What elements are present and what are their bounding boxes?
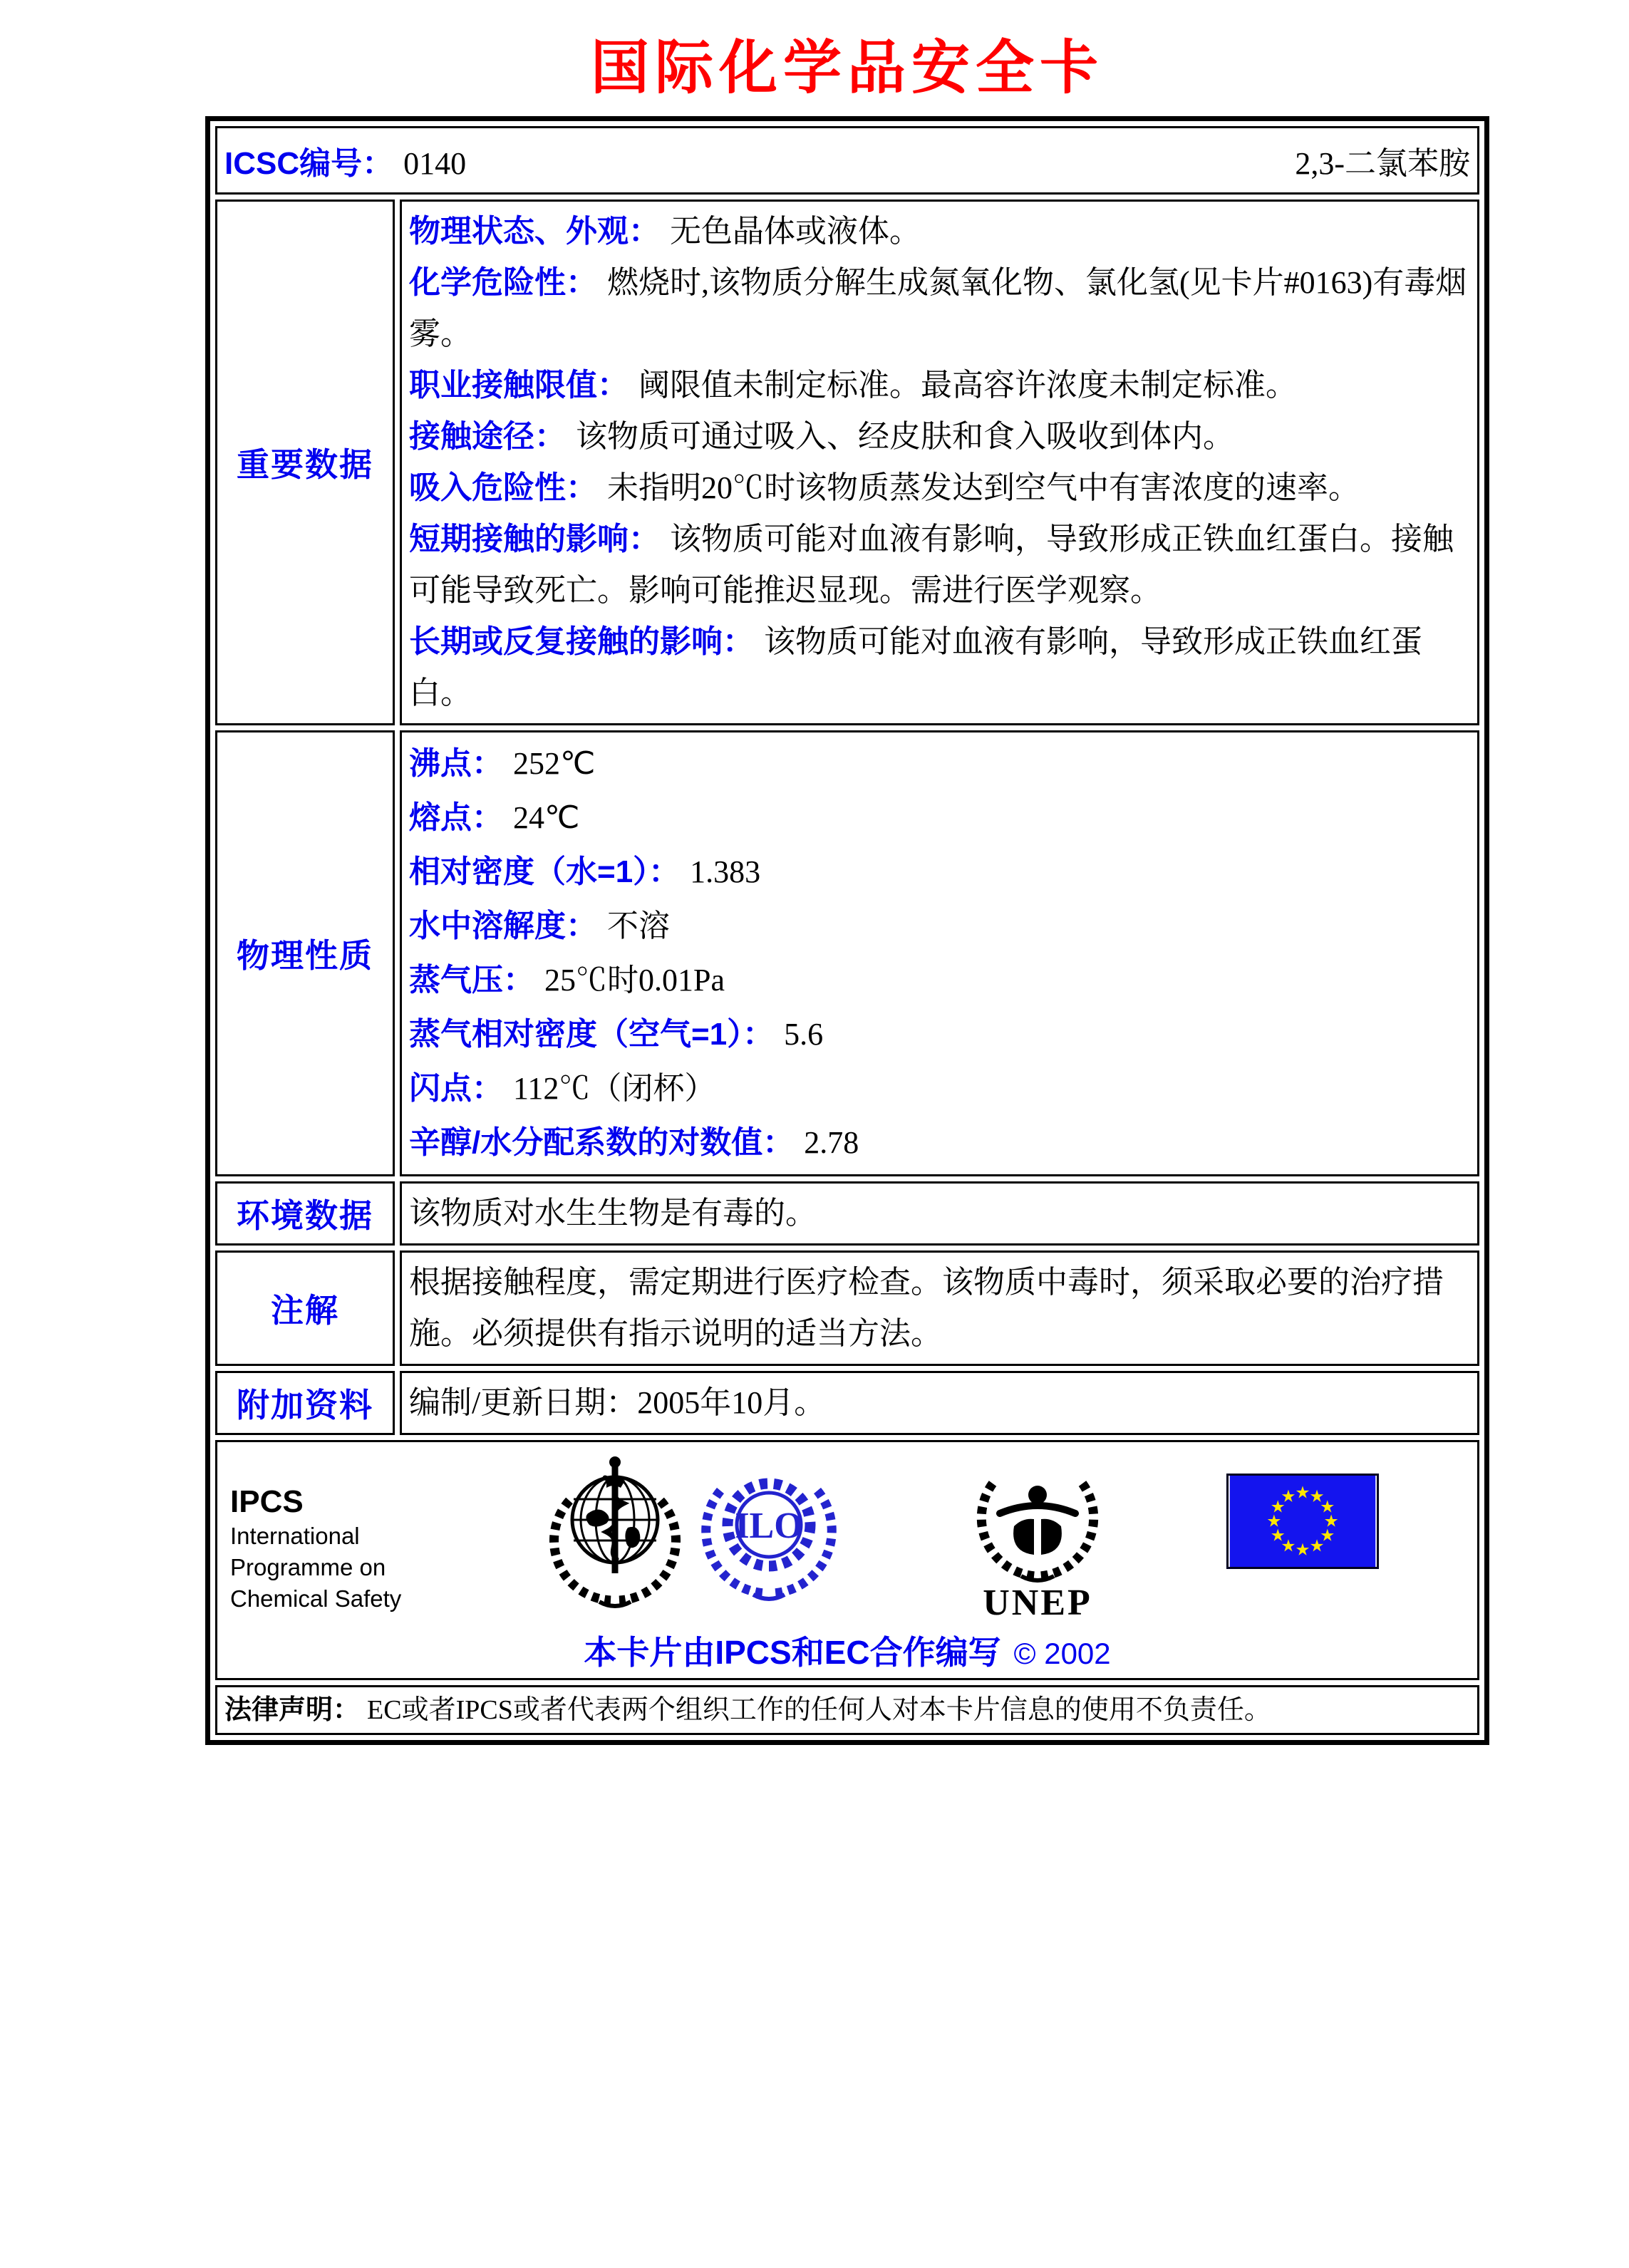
item-label: 职业接触限值： (409, 368, 629, 403)
legal-row (215, 1685, 1479, 1735)
page-title: 国际化学品安全卡 (590, 36, 1104, 100)
legal-cell (215, 1685, 1479, 1735)
item-label: 短期接触的影响： (409, 522, 660, 556)
eu-flag-icon (1226, 1474, 1379, 1569)
header-cell (215, 126, 1479, 195)
row-label-additional-info: 附加资料 (215, 1371, 395, 1435)
item-label: 长期或反复接触的影响： (409, 624, 754, 659)
physical-properties-row (215, 730, 1479, 1176)
important-data-item (409, 257, 1470, 360)
property-label: 蒸气压： (409, 963, 534, 998)
physical-property (409, 1116, 1470, 1170)
item-text: 阈限值未制定标准。最高容许浓度未制定标准。 (638, 368, 1297, 403)
row-label-environmental-data: 环境数据 (215, 1181, 395, 1246)
item-label: 化学危险性： (409, 265, 597, 300)
property-label: 辛醇/水分配系数的对数值： (409, 1125, 795, 1160)
header-row (215, 126, 1479, 195)
important-data-item (409, 206, 1470, 257)
legal-label: 法律声明： (224, 1695, 361, 1725)
physical-property (409, 845, 1470, 899)
ilo-logo-text: ILO (735, 1506, 803, 1546)
row-label-important-data: 重要数据 (215, 200, 395, 725)
property-label: 熔点： (409, 800, 503, 835)
icsc-number-group (224, 138, 466, 183)
logos-row (215, 1440, 1479, 1680)
property-label: 水中溶解度： (409, 908, 597, 943)
environmental-data-text: 该物质对水生生物是有毒的。 (409, 1196, 817, 1231)
item-label: 物理状态、外观： (409, 214, 660, 249)
physical-property (409, 1062, 1470, 1116)
property-value: 24℃ (513, 800, 580, 835)
update-date-value: 2005年10月。 (637, 1385, 826, 1420)
footer-caption (224, 1627, 1470, 1674)
additional-info-line (409, 1377, 1470, 1429)
important-data-item (409, 411, 1470, 462)
item-label: 吸入危险性： (409, 470, 597, 505)
logos-cell (215, 1440, 1479, 1680)
additional-info-cell (400, 1371, 1479, 1435)
important-data-item (409, 462, 1470, 514)
row-label-notes: 注解 (215, 1250, 395, 1366)
item-text: 该物质可通过吸入、经皮肤和食入吸收到体内。 (576, 419, 1234, 454)
environmental-data-cell (400, 1181, 1479, 1246)
notes-cell (400, 1250, 1479, 1366)
property-value: 1.383 (690, 854, 761, 889)
update-date-label: 编制/更新日期： (409, 1385, 638, 1420)
property-value: 2.78 (804, 1125, 859, 1160)
unep-logo-text: UNEP (983, 1583, 1092, 1621)
icsc-number-value: 0140 (403, 146, 467, 181)
physical-property (409, 737, 1470, 791)
item-text: 该物质可能对血液有影响，导致形成正铁血红蛋白。 (409, 624, 1422, 710)
property-label: 相对密度（水=1）： (409, 854, 681, 889)
notes-row (215, 1250, 1479, 1366)
physical-property (409, 1008, 1470, 1062)
important-data-cell (400, 200, 1479, 725)
footer-caption-text: 本卡片由IPCS和EC合作编写 (584, 1634, 1001, 1671)
icsc-document (205, 0, 1489, 1745)
item-text: 该物质可能对血液有影响，导致形成正铁血红蛋白。接触可能导致死亡。影响可能推迟显现。需进行医学观察。 (409, 522, 1454, 608)
row-label-physical-properties: 物理性质 (215, 730, 395, 1176)
ilo-logo-icon (696, 1454, 842, 1603)
important-data-item (409, 514, 1470, 616)
item-text: 燃烧时,该物质分解生成氮氧化物、氯化氢(见卡片#0163)有毒烟雾。 (409, 265, 1467, 351)
important-data-item (409, 360, 1470, 411)
property-value: 5.6 (784, 1017, 824, 1052)
property-label: 闪点： (409, 1071, 503, 1106)
important-data-row (215, 200, 1479, 725)
item-text: 未指明20℃时该物质蒸发达到空气中有害浓度的速率。 (607, 470, 1360, 505)
who-logo-icon (544, 1454, 686, 1614)
ipcs-block (230, 1483, 437, 1615)
physical-property (409, 899, 1470, 953)
property-value: 不溶 (607, 908, 670, 943)
additional-info-row (215, 1371, 1479, 1435)
legal-text: EC或者IPCS或者代表两个组织工作的任何人对本卡片信息的使用不负责任。 (367, 1695, 1271, 1725)
environmental-data-row (215, 1181, 1479, 1246)
important-data-item (409, 616, 1470, 719)
chemical-name: 2,3-二氯苯胺 (1295, 146, 1470, 181)
property-label: 蒸气相对密度（空气=1）： (409, 1017, 775, 1052)
copyright-text: © 2002 (1013, 1637, 1111, 1670)
physical-property (409, 953, 1470, 1008)
item-label: 接触途径： (409, 419, 566, 454)
ipcs-line: Chemical Safety (230, 1585, 402, 1612)
property-value: 25℃时0.01Pa (544, 963, 725, 998)
notes-text: 根据接触程度，需定期进行医疗检查。该物质中毒时，须采取必要的治疗措施。必须提供有指示说明的适当方法。 (409, 1265, 1444, 1351)
property-value: 112℃（闭杯） (513, 1071, 716, 1106)
item-text: 无色晶体或液体。 (670, 214, 921, 249)
physical-property (409, 791, 1470, 845)
ipcs-acronym: IPCS (230, 1484, 304, 1519)
property-label: 沸点： (409, 746, 503, 781)
physical-properties-cell (400, 730, 1479, 1176)
ipcs-line: International (230, 1523, 360, 1549)
icsc-card-table (205, 116, 1489, 1745)
ipcs-line: Programme on (230, 1554, 386, 1580)
icsc-number-label: ICSC编号： (224, 146, 394, 181)
property-value: 252℃ (513, 746, 596, 781)
unep-logo-icon (956, 1454, 1119, 1621)
